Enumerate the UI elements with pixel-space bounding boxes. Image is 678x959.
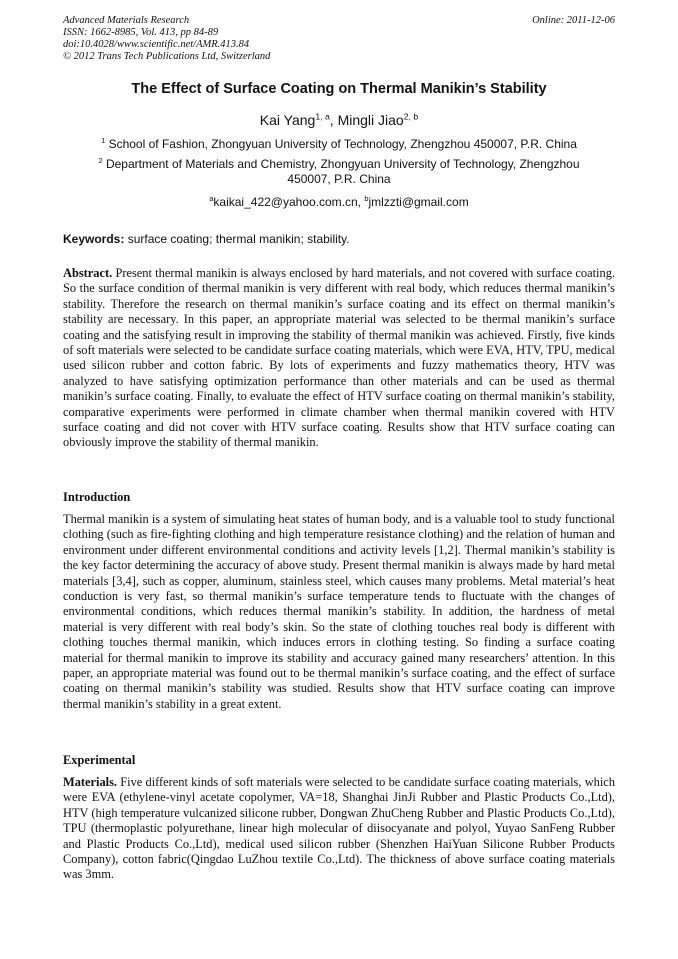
- affiliation-text: Department of Materials and Chemistry, Zhongyuan University of Technology, Zhengzhou 450007, P.R. China: [102, 157, 580, 186]
- journal-header: [63, 15, 615, 63]
- materials-text: Five different kinds of soft materials were selected to be candidate surface coating materials, which were EVA (ethylene-vinyl acetate copolymer, VA=18, Shanghai JinJi Rubber and Plastic Products Co.,Ltd), HTV (high temperature vulcanized silicone rubber, Dongwan ZhuCheng Rubber and Plastic Products Co.,Ltd), TPU (thermoplastic polyurethane, linear high molecular of diisocyanate and polyol, Yuyao SanFeng Rubber and Plastic Products Co.,Ltd), medical used silicon rubber (Shenzhen HaiYuan Silicone Rubber Products Company), cotton fabric(Qingdao LuZhou textile Co.,Ltd). The thickness of above surface coating materials was 3mm.: [63, 775, 615, 882]
- journal-doi: doi:10.4028/www.scientific.net/AMR.413.84: [63, 39, 250, 50]
- introduction-paragraph: Thermal manikin is a system of simulating heat states of human body, and is a valuable tool to study functional clothing (such as fire-fighting clothing and high temperature resistance clothing) and the relation of human and environment under different environmental conditions and activity levels [1,2]. Thermal manikin’s stability is the key factor determining the accuracy of above study. Present thermal manikin is always made by hard metal materials [3,4], such as copper, aluminum, stainless steel, which causes many problems. Metal material’s heat conduction is very fast, so thermal manikin’s surface temperature tends to fluctuate with the changes of environmental conditions, which reduces thermal manikin’s stability. In addition, the hardness of metal material is very different with real body’s skin. So the state of clothing touches real body is different with clothing touches thermal manikin, which induces errors in clothing testing. So finding a surface coating material for thermal manikin to improve its stability and accuracy gained many researchers’ attention. In this paper, an appropriate material was found out to be thermal manikin’s surface coating, and the effect of surface coating on thermal manikin’s stability was studied. Results show that HTV surface coating can improve thermal manikin’s stability in a great extent.: [63, 512, 615, 711]
- abstract-label: Abstract.: [63, 266, 113, 280]
- author-affiliation-mark: 2, b: [403, 111, 419, 122]
- author-line: [0, 112, 678, 128]
- materials-label: Materials.: [63, 775, 118, 789]
- journal-copyright: © 2012 Trans Tech Publications Ltd, Switzerland: [63, 51, 271, 62]
- abstract: [63, 266, 615, 451]
- keywords-text: surface coating; thermal manikin; stability.: [124, 232, 350, 246]
- paper-title: The Effect of Surface Coating on Thermal Manikin’s Stability: [131, 81, 547, 97]
- email-address[interactable]: kaikai_422@yahoo.com.cn,: [213, 195, 365, 209]
- email-address[interactable]: jmlzzti@gmail.com: [368, 195, 469, 209]
- email-mark: a: [209, 194, 214, 203]
- email-mark: b: [364, 194, 369, 203]
- section-heading-introduction: Introduction: [63, 490, 131, 504]
- author-name: Mingli Jiao: [337, 112, 404, 128]
- journal-issn: ISSN: 1662-8985, Vol. 413, pp 84-89: [63, 27, 219, 38]
- journal-name: Advanced Materials Research: [63, 15, 190, 26]
- author-separator: ,: [329, 112, 338, 128]
- affiliation: [80, 137, 598, 152]
- online-date: Online: 2011-12-06: [532, 15, 615, 26]
- materials-paragraph: [63, 775, 615, 883]
- affiliation-mark: 1: [101, 136, 106, 145]
- affiliation: [80, 157, 598, 187]
- author-emails: [0, 195, 678, 209]
- keywords-label: Keywords:: [63, 232, 125, 246]
- author-name: Kai Yang: [259, 112, 316, 128]
- author-affiliation-mark: 1, a: [315, 111, 330, 122]
- affiliation-text: School of Fashion, Zhongyuan University of Technology, Zhengzhou 450007, P.R. China: [105, 137, 577, 151]
- keywords: [63, 232, 615, 246]
- affiliation-mark: 2: [98, 156, 103, 165]
- abstract-text: Present thermal manikin is always enclosed by hard materials, and not covered with surface coating. So the surface condition of thermal manikin is very different with real body, which reduces thermal manikin’s stability. Therefore the research on thermal manikin’s surface coating and its effect on thermal manikin’s stability are necessary. In this paper, an appropriate material was selected to be thermal manikin’s surface coating and the satisfying result in improving the stability of thermal manikin was achieved. Firstly, five kinds of soft materials were selected to be candidate surface coating materials, which were EVA, HTV, TPU, medical used silicon rubber and cotton fabric. By lots of experiments and fuzzy mathematics theory, HTV was analyzed to have satisfying optimization performance than other materials and can be used as thermal manikin’s surface coating. Finally, to evaluate the effect of HTV surface coating on thermal manikin’s stability, comparative experiments were performed in climate chamber when thermal manikin covered with HTV surface coating and did not cover with HTV surface coating. Results show that HTV surface coating can obviously improve the stability of thermal manikin.: [63, 266, 615, 450]
- section-heading-experimental: Experimental: [63, 753, 136, 767]
